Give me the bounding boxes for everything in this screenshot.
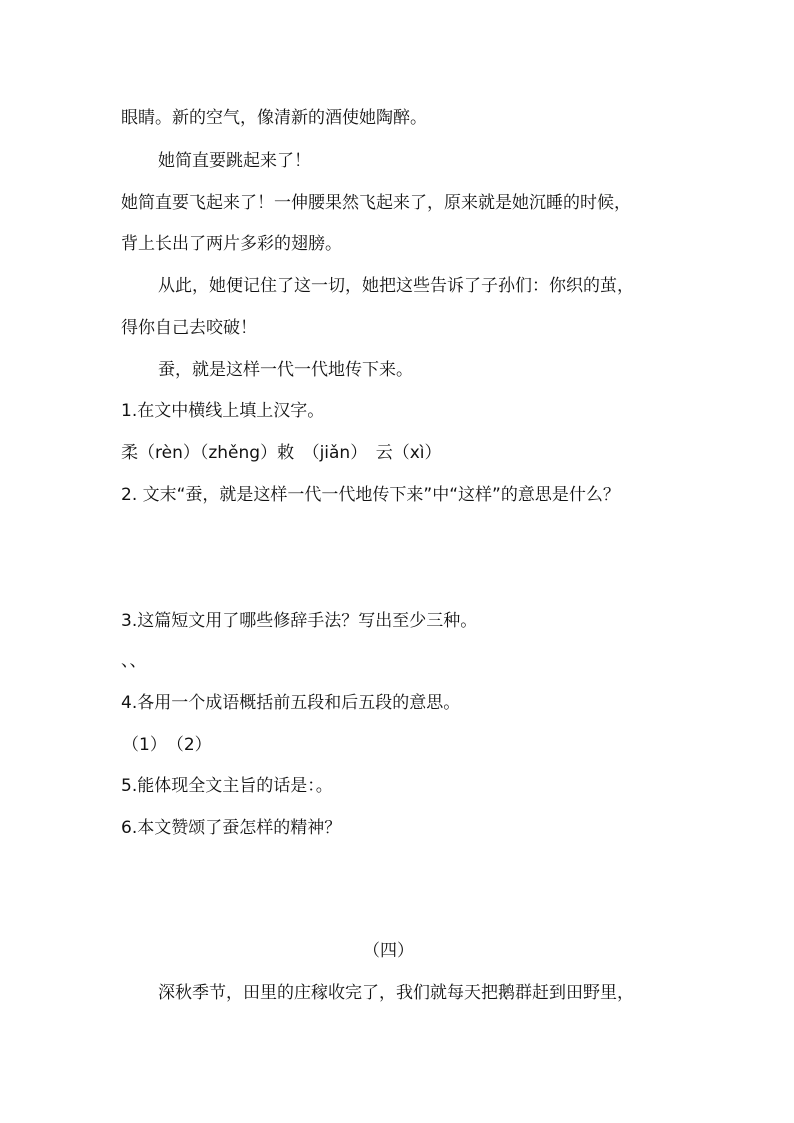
section-title: （四） xyxy=(363,941,414,961)
question-5: 5.能体现全文主旨的话是：。 xyxy=(121,776,333,796)
question-1: 1.在文中横线上填上汉字。 xyxy=(121,401,325,421)
question-4: 4.各用一个成语概括前五段和后五段的意思。 xyxy=(121,693,461,713)
paragraph-line-4: 背上长出了两片多彩的翅膀。 xyxy=(121,234,342,254)
paragraph-line-5: 从此，她便记住了这一切，她把这些告诉了子孙们：你织的茧， xyxy=(158,276,634,296)
question-3-answer-marks: 、、 xyxy=(121,651,147,671)
question-2: 2. 文末“蚕，就是这样一代一代地传下来”中“这样”的意思是什么？ xyxy=(121,485,620,505)
paragraph-line-2: 她简直要跳起来了！ xyxy=(158,151,311,171)
paragraph-line-7: 蚕，就是这样一代一代地传下来。 xyxy=(158,360,413,380)
question-3: 3.这篇短文用了哪些修辞手法？写出至少三种。 xyxy=(121,611,478,631)
section-first-line: 深秋季节，田里的庄稼收完了，我们就每天把鹅群赶到田野里， xyxy=(158,983,634,1003)
question-4-answer-slots: （1） （2） xyxy=(122,735,212,755)
question-1-pinyin-line: 柔（rèn）（zhěng）敕 （jiǎn） 云（xì） xyxy=(121,443,442,463)
question-6: 6.本文赞颂了蚕怎样的精神？ xyxy=(121,818,342,838)
paragraph-line-6: 得你自己去咬破！ xyxy=(121,318,257,338)
paragraph-line-3: 她简直要飞起来了！一伸腰果然飞起来了，原来就是她沉睡的时候， xyxy=(121,193,631,213)
paragraph-line-1: 眼睛。新的空气，像清新的酒使她陶醉。 xyxy=(121,108,427,128)
